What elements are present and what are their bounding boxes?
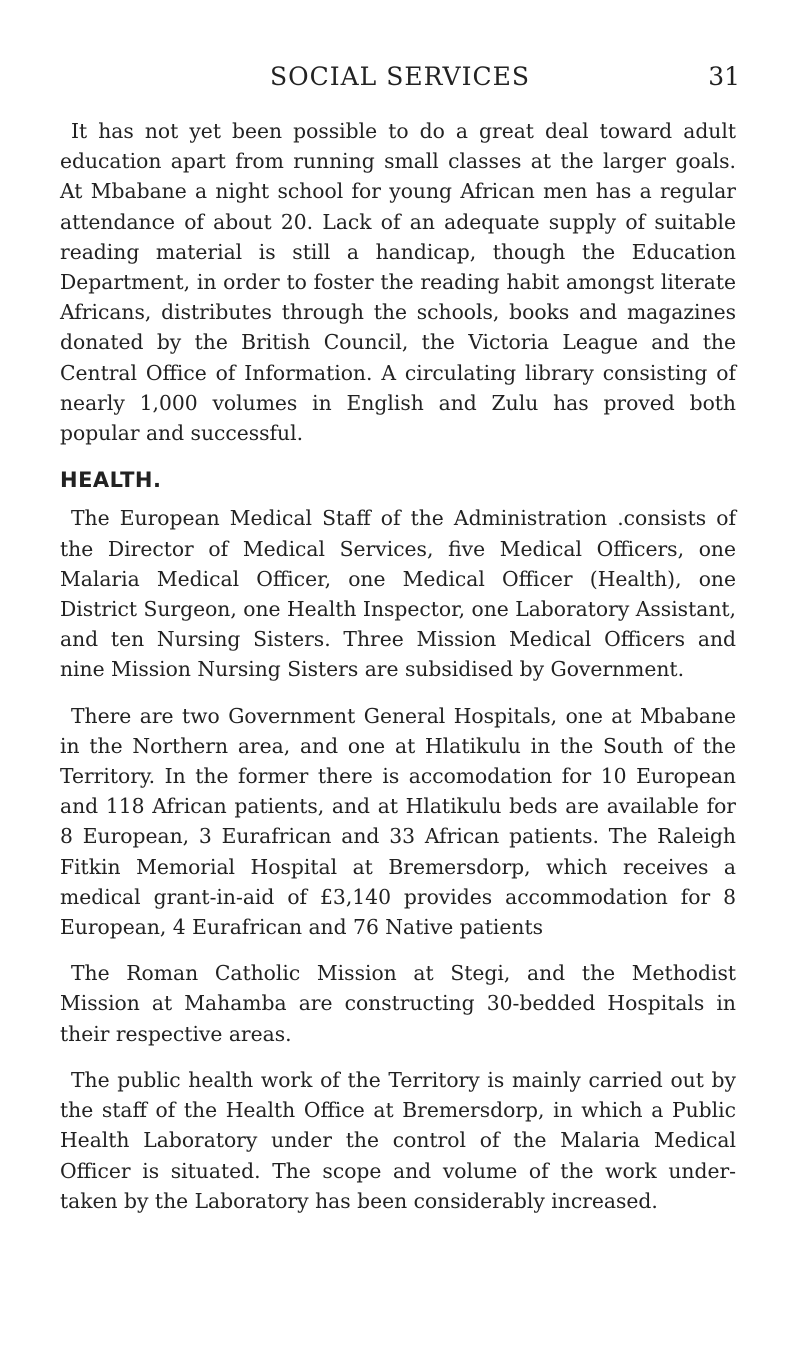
running-title: SOCIAL SERVICES [270,62,530,91]
section-heading-health: HEALTH. [60,468,162,493]
document-body [60,116,736,1216]
paragraph-public-health: The public health work of the Territory is mainly carried out by the staff of the Health Office at Bremersdorp, in which a Public Health Laboratory under the control of the Malaria Medical Officer is situated. The scope and volume of the work under- taken by the Laboratory has been considerably increased. [60,1067,736,1213]
paragraph-medical-staff: The European Medical Staff of the Administration .consists of the Director of Medical Services, five Medical Officers, one Malaria Medical Officer, one Medical Officer (Health), one District Surgeon, one Health Inspector, one Laboratory Assistant, and ten Nursing Sisters. Three Mission Medical Officers and nine Mission Nursing Sisters are subsidised by Government. [60,506,736,682]
page-header [60,62,740,102]
page-number: 31 [708,62,740,91]
paragraph-adult-education: It has not yet been possible to do a great deal toward adult education apart from running small classes at the larger goals. At Mbabane a night school for young African men has a regular attendance of about 20. Lack of an adequate supply of suitable reading material is still a handicap, though the Education Department, in order to foster the reading habit amongst literate Africans, distributes through the schools, books and magazines donated by the British Council, the Victoria League and the Central Office of Information. A circulating library consisting of nearly 1,000 volumes in English and Zulu has proved both popular and successful. [60,119,736,446]
paragraph-mission-hospitals: The Roman Catholic Mission at Stegi, and the Methodist Mission at Mahamba are constructing 30-bedded Hospitals in their respective areas. [60,961,736,1046]
paragraph-hospitals: There are two Government General Hospitals, one at Mbabane in the Northern area, and one at Hlatikulu in the South of the Territory. In the former there is accomodation for 10 European and 118 African patients, and at Hlatikulu beds are available for 8 European, 3 Eurafrican and 33 African patients. The Raleigh Fitkin Memorial Hospital at Bremersdorp, which receives a medical grant-in-aid of £3,140 provides accommodation for 8 European, 4 Eurafrican and 76 Native patients [60,703,736,940]
